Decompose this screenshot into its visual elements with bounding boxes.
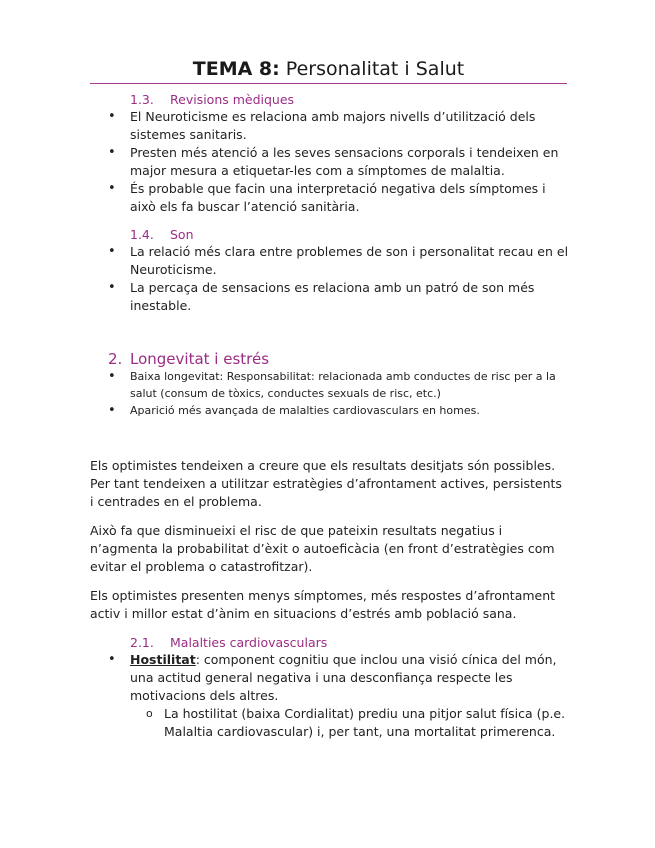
bullet-list (90, 108, 570, 216)
section-2-1-heading (90, 635, 570, 651)
paragraph-block (90, 587, 568, 623)
section-number: 2.1. (130, 635, 154, 650)
list-item: • La relació més clara entre problemes de son i personalitat recau en el Neuroticisme. (90, 243, 570, 279)
section-2-heading (90, 350, 570, 368)
list-item: • Baixa longevitat: Responsabilitat: relacionada amb conductes de risc per a la salut (consum de tòxics, conductes sexuals de risc, etc.) (90, 368, 570, 402)
tema-title: Personalitat i Salut (285, 58, 465, 80)
list-item: • Presten més atenció a les seves sensacions corporals i tendeixen en major mesura a etiquetar-les com a símptomes de malaltia. (90, 144, 570, 180)
list-item: • Aparició més avançada de malalties cardiovasculars en homes. (90, 402, 570, 419)
bullet-list (90, 368, 570, 419)
section-1-4 (90, 227, 570, 315)
section-title: Malalties cardiovasculars (170, 635, 328, 650)
list-item (90, 651, 570, 705)
paragraph: Això fa que disminueixi el risc de que pateixin resultats negatius i n’agmenta la probabilitat d’èxit o autoeficàcia (en front d’estratègies com evitar el problema o catastrofitzar). (90, 523, 555, 574)
section-number: 1.3. (130, 92, 154, 107)
list-item: • El Neuroticisme es relaciona amb majors nivells d’utilització dels sistemes sanitaris. (90, 108, 570, 144)
paragraph-block (90, 457, 568, 511)
term: Hostilitat (130, 652, 196, 667)
bullet-list (90, 651, 570, 705)
section-title: Longevitat i estrés (130, 350, 270, 368)
paragraph: Els optimistes tendeixen a creure que els resultats desitjats són possibles. Per tant tendeixen a utilitzar estratègies d’afrontament actives, persistents i centrades en el problema. (90, 458, 562, 509)
section-1-4-heading (90, 227, 570, 243)
section-2 (90, 350, 570, 419)
section-number: 1.4. (130, 227, 154, 242)
bullet-list (90, 243, 570, 315)
section-1-3-heading (90, 92, 570, 108)
section-title: Revisions mèdiques (170, 92, 295, 107)
section-title: Son (170, 227, 194, 242)
sub-list (90, 705, 570, 741)
paragraph-block (90, 522, 568, 576)
list-item: • La percaça de sensacions es relaciona amb un patró de son més inestable. (90, 279, 570, 315)
page-title (90, 58, 567, 84)
list-item: • És probable que facin una interpretació negativa dels símptomes i això els fa buscar l’atenció sanitària. (90, 180, 570, 216)
sub-list-item: o La hostilitat (baixa Cordialitat) prediu una pitjor salut física (p.e. Malaltia cardiovascular) i, per tant, una mortalitat primerenca. (90, 705, 570, 741)
term-definition: : component cognitiu que inclou una visió cínica del món, una actitud general negativa i una desconfiança respecte les motivacions dels altres. (130, 652, 557, 703)
paragraph: Els optimistes presenten menys símptomes, més respostes d’afrontament activ i millor estat d’ànim en situacions d’estrés amb població sana. (90, 588, 556, 621)
tema-label: TEMA 8: (192, 58, 280, 80)
section-number: 2. (108, 350, 123, 368)
section-1-3 (90, 92, 570, 216)
section-2-1 (90, 635, 570, 741)
